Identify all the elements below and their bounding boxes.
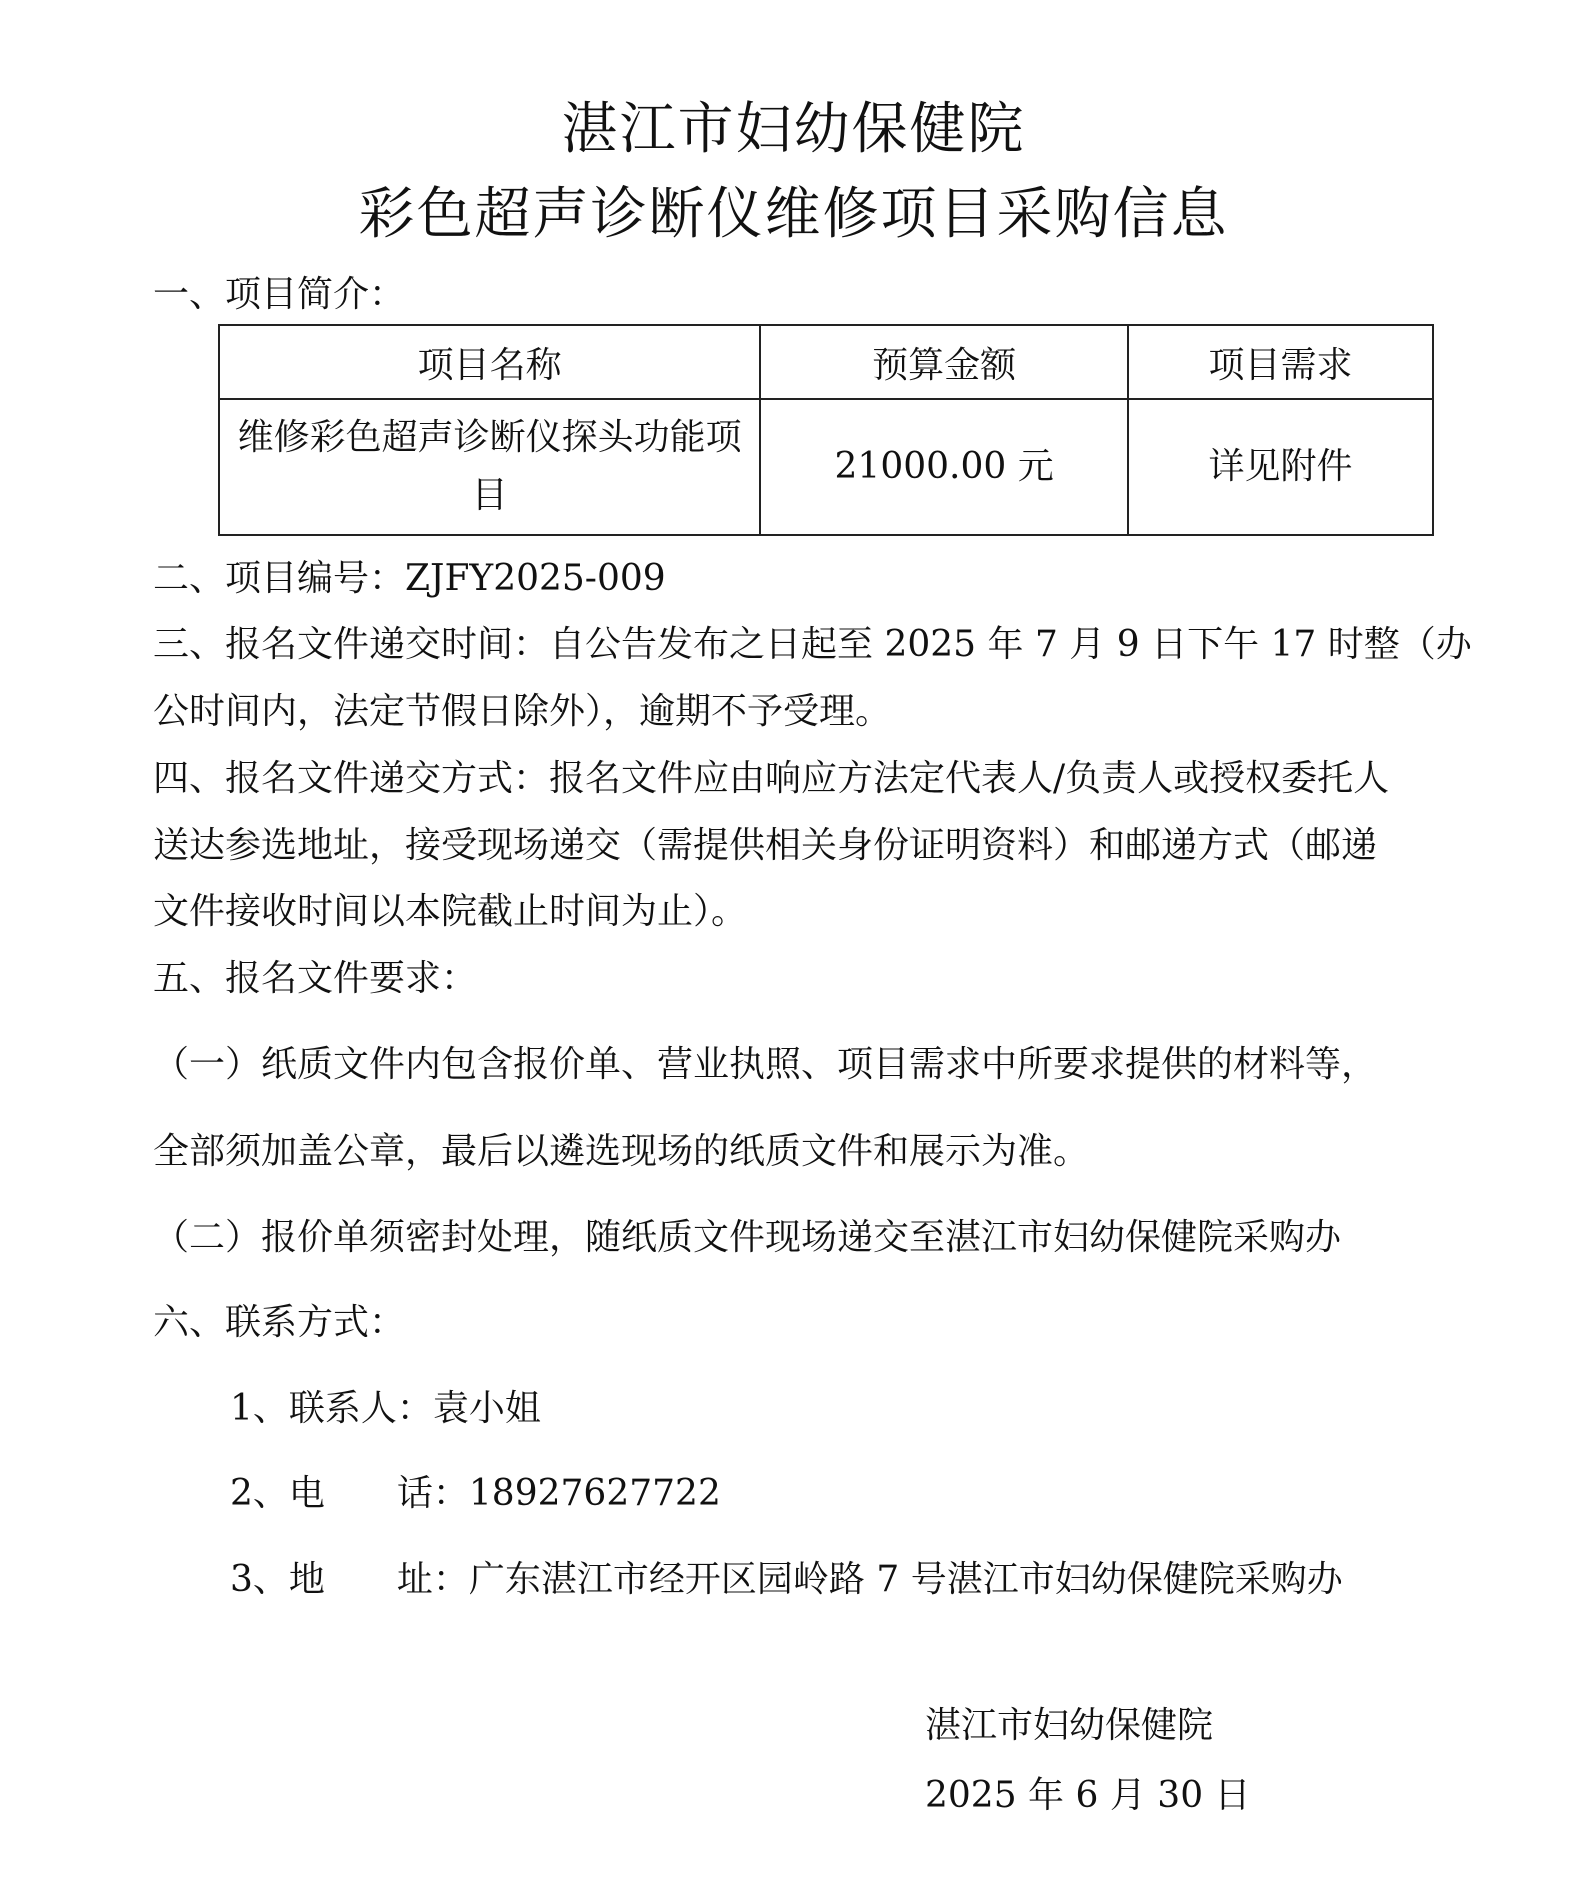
requirement-item1-line1: （一）纸质文件内包含报价单、营业执照、项目需求中所要求提供的材料等， — [153, 1044, 1378, 1085]
table-cell-budget: 21000.00 元 — [760, 399, 1128, 535]
submission-method-line3: 文件接收时间以本院截止时间为止）。 — [153, 891, 748, 932]
section6-heading: 六、联系方式： — [153, 1302, 406, 1343]
section1-heading: 一、项目简介： — [153, 274, 406, 315]
table-header-project-name: 项目名称 — [219, 325, 760, 399]
project-number: 二、项目编号：ZJFY2025-009 — [153, 558, 666, 599]
contact-person: 1、联系人：袁小姐 — [230, 1388, 541, 1429]
submission-method-line2: 送达参选地址，接受现场递交（需提供相关身份证明资料）和邮递方式（邮递 — [153, 825, 1378, 866]
section5-heading: 五、报名文件要求： — [153, 958, 478, 999]
table-cell-project-name: 维修彩色超声诊断仪探头功能项目 — [219, 399, 760, 535]
submission-time-line1: 三、报名文件递交时间：自公告发布之日起至 2025 年 7 月 9 日下午 17 时整（办 — [153, 624, 1472, 665]
project-summary-table — [218, 324, 1434, 536]
table-cell-requirement: 详见附件 — [1128, 399, 1433, 535]
signature-organization: 湛江市妇幼保健院 — [925, 1705, 1214, 1746]
document-title-line2: 彩色超声诊断仪维修项目采购信息 — [358, 182, 1229, 247]
table-header-row — [219, 325, 1433, 399]
table-row — [219, 399, 1433, 535]
table-header-budget: 预算金额 — [760, 325, 1128, 399]
requirement-item1-line2: 全部须加盖公章，最后以遴选现场的纸质文件和展示为准。 — [153, 1131, 1090, 1172]
contact-phone: 2、电 话：18927627722 — [230, 1473, 721, 1514]
signature-date: 2025 年 6 月 30 日 — [925, 1775, 1251, 1816]
submission-method-line1: 四、报名文件递交方式：报名文件应由响应方法定代表人/负责人或授权委托人 — [153, 758, 1390, 799]
contact-address: 3、地 址：广东湛江市经开区园岭路 7 号湛江市妇幼保健院采购办 — [230, 1559, 1343, 1600]
requirement-item2: （二）报价单须密封处理，随纸质文件现场递交至湛江市妇幼保健院采购办 — [153, 1217, 1342, 1258]
submission-time-line2: 公时间内，法定节假日除外），逾期不予受理。 — [153, 691, 892, 732]
document-title-line1: 湛江市妇幼保健院 — [561, 97, 1026, 162]
table-header-requirement: 项目需求 — [1128, 325, 1433, 399]
